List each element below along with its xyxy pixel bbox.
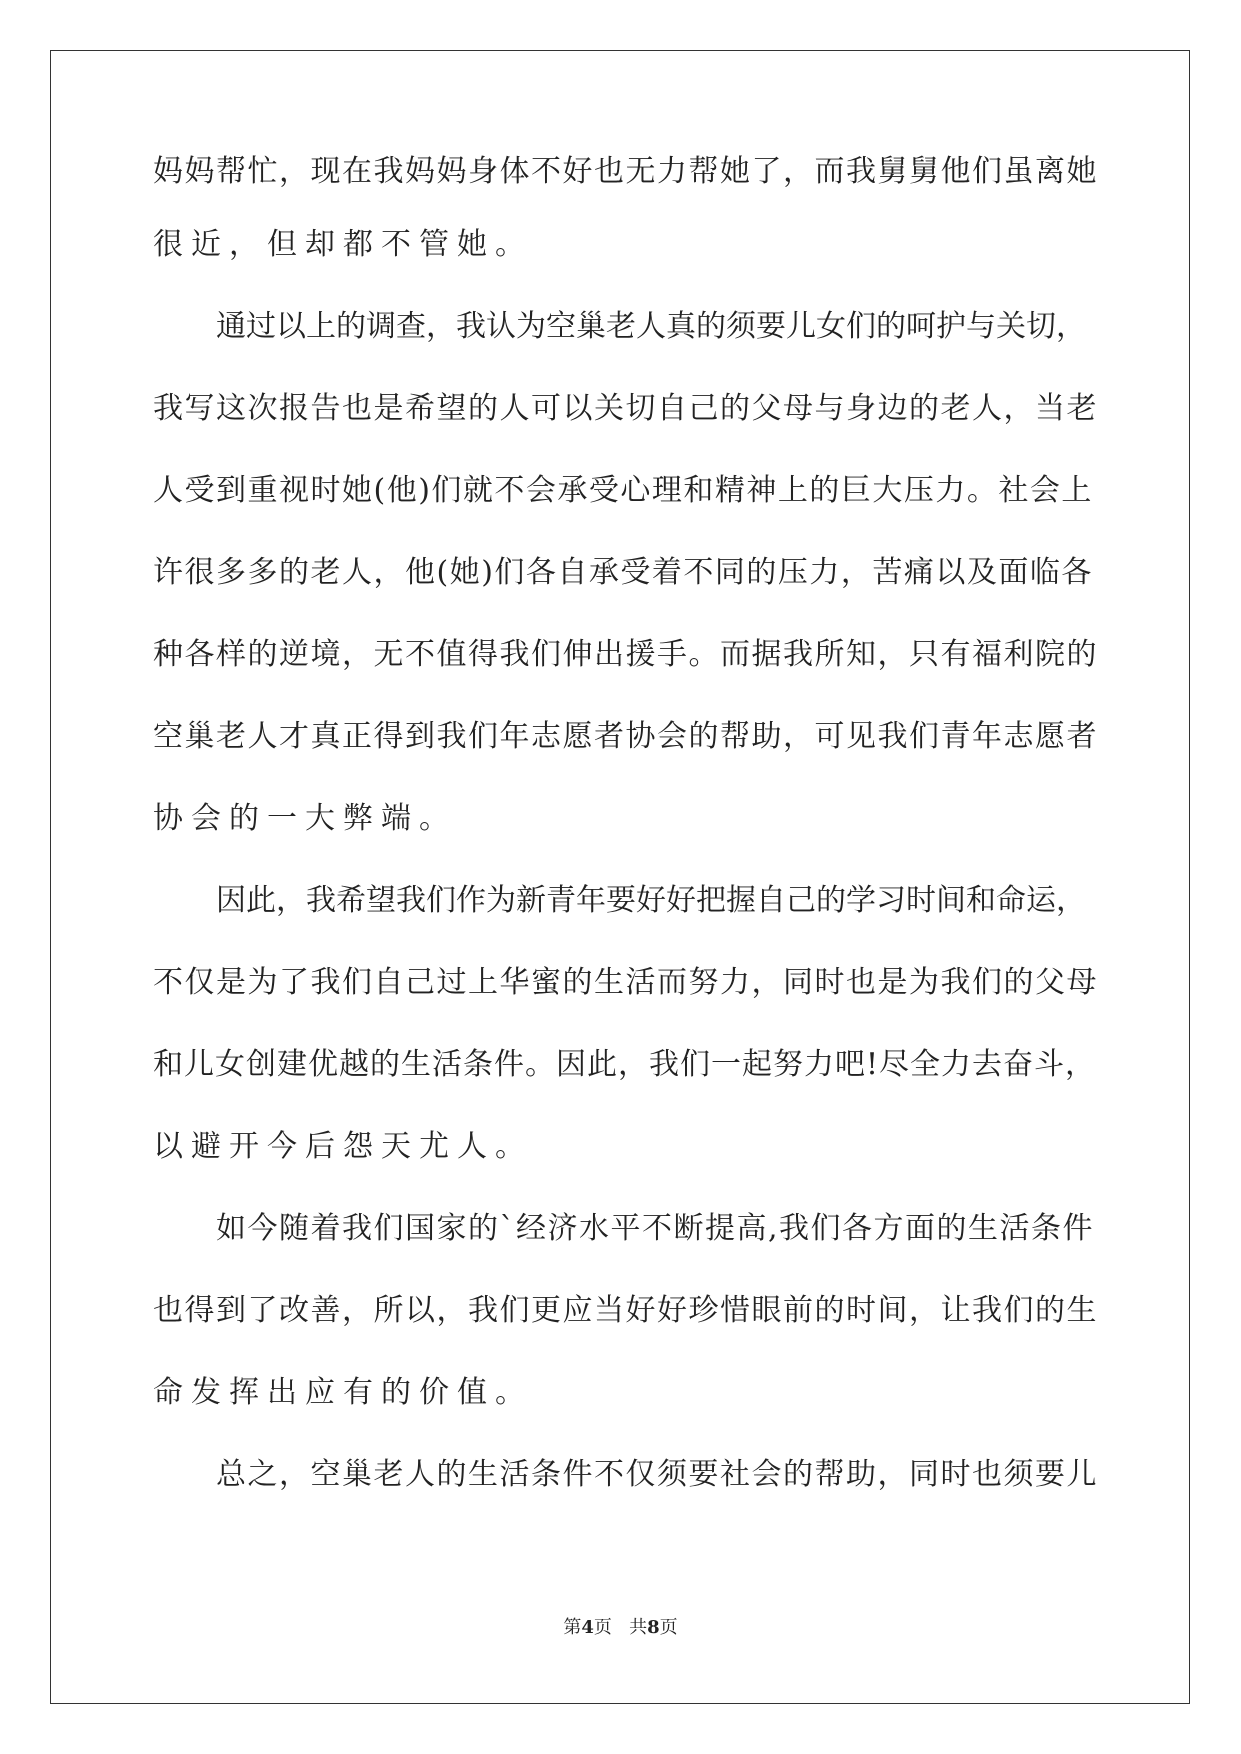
text-line: 空巢老人才真正得到我们年志愿者协会的帮助，可见我们青年志愿者	[153, 719, 1098, 754]
total-pages: 8	[647, 1617, 660, 1638]
page-footer	[0, 1616, 1241, 1640]
paragraph-start-line: 通过以上的调查，我认为空巢老人真的须要儿女们的呵护与关切，	[216, 309, 1086, 344]
text-line: 人受到重视时她(他)们就不会承受心理和精神上的巨大压力。社会上	[153, 473, 1093, 508]
text-line: 种各样的逆境，无不值得我们伸出援手。而据我所知，只有福利院的	[153, 637, 1098, 672]
text-line: 妈妈帮忙，现在我妈妈身体不好也无力帮她了，而我舅舅他们虽离她	[153, 154, 1098, 189]
text-line: 很近，但却都不管她。	[153, 227, 533, 262]
text-line: 不仅是为了我们自己过上华蜜的生活而努力，同时也是为我们的父母	[153, 965, 1098, 1000]
text-line: 以避开今后怨天尤人。	[153, 1129, 533, 1164]
paragraph-start-line: 因此，我希望我们作为新青年要好好把握自己的学习时间和命运，	[216, 883, 1086, 918]
text-line: 我写这次报告也是希望的人可以关切自己的父母与身边的老人，当老	[153, 391, 1098, 426]
text-line: 命发挥出应有的价值。	[153, 1375, 533, 1410]
text-line: 协会的一大弊端。	[153, 801, 457, 836]
total-label-prefix: 共	[629, 1617, 648, 1638]
page-label-suffix: 页	[593, 1617, 612, 1638]
paragraph-start-line: 总之，空巢老人的生活条件不仅须要社会的帮助，同时也须要儿	[216, 1457, 1098, 1492]
text-line: 也得到了改善，所以，我们更应当好好珍惜眼前的时间，让我们的生	[153, 1293, 1098, 1328]
total-label-suffix: 页	[659, 1617, 678, 1638]
text-line: 许很多多的老人，他(她)们各自承受着不同的压力，苦痛以及面临各	[153, 555, 1093, 590]
page-label-prefix: 第	[563, 1617, 582, 1638]
page-border	[50, 50, 1190, 1704]
page-number: 4	[581, 1617, 594, 1638]
paragraph-start-line: 如今随着我们国家的`经济水平不断提高,我们各方面的生活条件	[216, 1211, 1095, 1246]
text-line: 和儿女创建优越的生活条件。因此，我们一起努力吧!尽全力去奋斗，	[153, 1047, 1097, 1082]
